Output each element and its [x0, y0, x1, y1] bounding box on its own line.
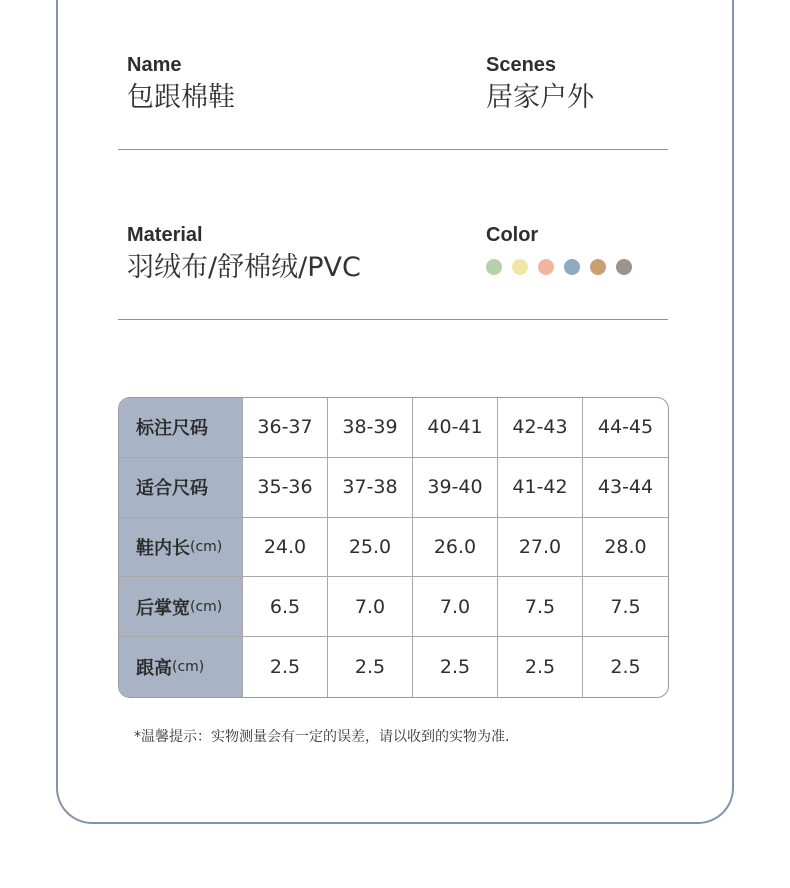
scenes-field: [486, 53, 594, 115]
size-row-unit: (cm): [190, 538, 223, 555]
size-cell: 6.5: [243, 577, 328, 637]
name-value: 包跟棉鞋: [127, 82, 235, 113]
size-cell: 27.0: [498, 518, 583, 578]
size-row-label: 鞋内长: [136, 537, 190, 559]
size-cell: 7.0: [328, 577, 413, 637]
name-label: Name: [127, 54, 182, 76]
color-swatch: [538, 259, 554, 275]
size-cell: 7.5: [498, 577, 583, 637]
size-cell: 43-44: [583, 458, 668, 518]
size-cell: 38-39: [328, 398, 413, 458]
scenes-label: Scenes: [486, 54, 557, 76]
size-table: [118, 397, 669, 698]
color-swatches: [486, 259, 632, 275]
material-value: 羽绒布/舒棉绒/PVC: [127, 252, 361, 283]
size-cell: 39-40: [413, 458, 498, 518]
size-row-unit: (cm): [190, 598, 223, 615]
color-swatch: [616, 259, 632, 275]
material-field: [127, 223, 361, 285]
size-cell: 42-43: [498, 398, 583, 458]
size-cell: 35-36: [243, 458, 328, 518]
size-row-header: [119, 518, 243, 578]
size-row-label: 跟高: [136, 658, 172, 680]
size-cell: 28.0: [583, 518, 668, 578]
size-cell: 40-41: [413, 398, 498, 458]
color-label: Color: [486, 224, 539, 246]
size-cell: 36-37: [243, 398, 328, 458]
size-cell: 7.5: [583, 577, 668, 637]
size-cell: 2.5: [498, 637, 583, 697]
name-field: [127, 53, 235, 115]
size-row-unit: (cm): [172, 659, 205, 676]
divider-top: [118, 149, 668, 150]
measurement-note: *温馨提示：实物测量会有一定的误差，请以收到的实物为准.: [134, 729, 510, 745]
size-row-label: 标注尺码: [136, 418, 208, 440]
color-swatch: [486, 259, 502, 275]
size-cell: 2.5: [610, 656, 641, 679]
size-row-header: [119, 398, 243, 458]
size-cell: 26.0: [413, 518, 498, 578]
size-cell: 2.5: [328, 637, 413, 697]
color-swatch: [590, 259, 606, 275]
size-cell: 25.0: [328, 518, 413, 578]
size-row-header: [119, 637, 243, 697]
size-row-label: 适合尺码: [136, 478, 208, 500]
material-label: Material: [127, 224, 203, 246]
color-field: [486, 223, 632, 275]
color-swatch: [512, 259, 528, 275]
divider-bottom: [118, 319, 668, 320]
scenes-value: 居家户外: [486, 82, 594, 113]
color-swatch: [564, 259, 580, 275]
size-cell: 41-42: [498, 458, 583, 518]
size-cell: 37-38: [328, 458, 413, 518]
size-row-header: [119, 577, 243, 637]
size-cell: 7.0: [413, 577, 498, 637]
size-cell: 24.0: [243, 518, 328, 578]
size-row-header: [119, 458, 243, 518]
size-cell: 2.5: [243, 637, 328, 697]
size-cell: 44-45: [583, 398, 668, 458]
size-row-label: 后掌宽: [136, 597, 190, 619]
size-cell: 2.5: [413, 637, 498, 697]
